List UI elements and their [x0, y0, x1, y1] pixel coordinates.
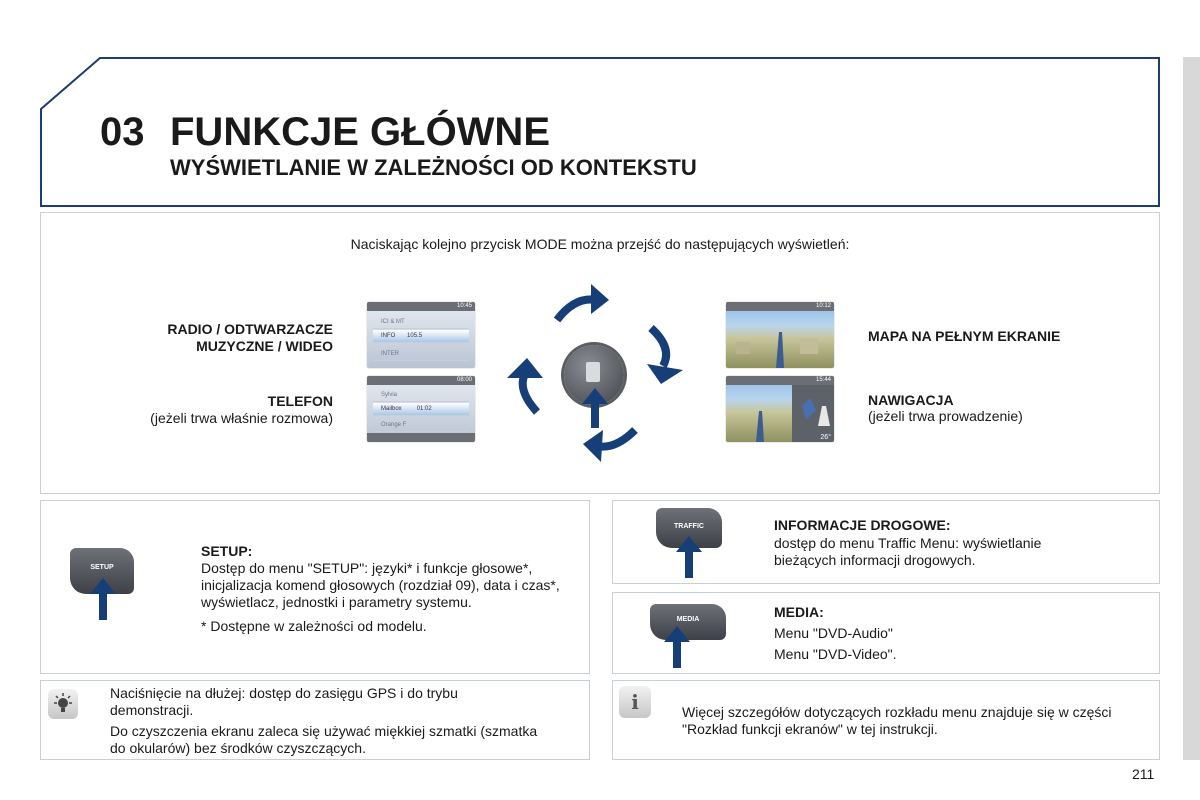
telephone-note: (jeżeli trwa właśnie rozmowa): [150, 410, 333, 426]
mode-press-arrow: [580, 388, 610, 428]
setup-note: * Dostępne w zależności od modelu.: [201, 618, 427, 634]
setup-title: SETUP:: [201, 543, 253, 559]
radio-screen-row-label: INFO: [381, 333, 396, 339]
phone-screen-row-label: Mailbox: [381, 406, 402, 412]
full-map-label: MAPA NA PEŁNYM EKRANIE: [868, 328, 1061, 344]
phone-screen-row: [373, 403, 469, 416]
phone-screen-row: Sylvia: [373, 389, 469, 402]
radio-label: RADIO / ODTWARZACZE MUZYCZNE / WIDEO: [167, 321, 333, 354]
light-icon: [48, 689, 78, 719]
telephone-label: TELEFON: [267, 393, 333, 409]
media-key-label: MEDIA: [650, 604, 726, 640]
media-line-2: Menu "DVD-Video".: [774, 646, 897, 662]
nav-map-graphic: [726, 376, 834, 442]
setup-text: Dostęp do menu "SETUP": języki* i funkcje głosowe*, inicjalizacja komend głosowych (rozdział 09), data i czas*, wyświetlacz, jednostki i parametry systemu.: [201, 560, 560, 610]
map-screen-clock: 10:12: [726, 302, 834, 311]
phone-screen-footer: [367, 433, 475, 442]
map-road-graphic: [726, 302, 834, 368]
phone-call-duration: 01:02: [416, 406, 432, 412]
chapter-subtitle: WYŚWIETLANIE W ZALEŻNOŚCI OD KONTEKSTU: [170, 155, 697, 180]
light-icon-glyph: [48, 689, 78, 719]
setup-key-label: SETUP: [70, 548, 134, 594]
radio-screen-row: INTER: [373, 348, 469, 361]
info-icon: [619, 686, 651, 718]
media-title: MEDIA:: [774, 604, 824, 620]
tip-line-2: Do czyszczenia ekranu zaleca się używać miękkiej szmatki (szmatka do okularów) bez środków czyszczących.: [110, 723, 538, 756]
media-press-arrow: [662, 626, 692, 668]
traffic-text: dostęp do menu Traffic Menu: wyświetlanie bieżących informacji drogowych.: [774, 535, 1042, 568]
traffic-key-label: TRAFFIC: [656, 508, 722, 548]
nav-temperature: 26°: [820, 434, 831, 441]
navigation-label: NAWIGACJA: [868, 392, 954, 408]
media-line-1: Menu "DVD-Audio": [774, 625, 893, 641]
chapter-title: FUNKCJE GŁÓWNE: [170, 110, 550, 154]
side-tab-strip: [1183, 57, 1200, 760]
info-icon-glyph: i: [631, 690, 639, 714]
navigation-screen: [726, 376, 834, 442]
full-map-screen: [726, 302, 834, 368]
mode-icon: [586, 362, 600, 382]
chapter-number: 03: [100, 110, 145, 154]
nav-screen-clock: 15:44: [726, 376, 834, 385]
phone-screen-clock: 08:00: [367, 376, 475, 385]
phone-screen: [367, 376, 475, 442]
traffic-title: INFORMACJE DROGOWE:: [774, 517, 951, 533]
traffic-press-arrow: [674, 536, 704, 578]
navigation-note: (jeżeli trwa prowadzenie): [868, 408, 1023, 424]
radio-screen: [367, 302, 475, 368]
info-text: Więcej szczegółów dotyczących rozkładu menu znajduje się w części "Rozkład funkcji ekranów" w tej instrukcji.: [682, 704, 1112, 737]
radio-frequency: 105.5: [407, 333, 423, 339]
radio-screen-row: [373, 330, 469, 343]
mode-intro: Naciskając kolejno przycisk MODE można przejść do następujących wyświetleń:: [350, 236, 850, 252]
phone-screen-row: Orange F: [373, 419, 469, 432]
radio-screen-row: ICI & MT: [373, 316, 469, 329]
setup-press-arrow: [88, 578, 118, 620]
page-number: 211: [1132, 766, 1155, 782]
tip-line-1: Naciśnięcie na dłużej: dostęp do zasięgu GPS i do trybu demonstracji.: [110, 685, 458, 718]
radio-screen-clock: 10:45: [367, 302, 475, 311]
